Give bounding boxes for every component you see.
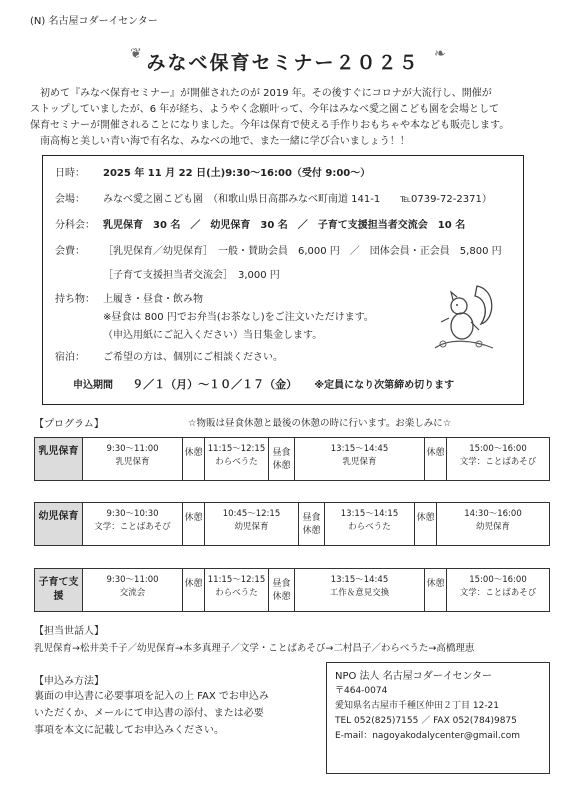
schedule-cell: 9:30～11:00 交流会: [83, 569, 183, 611]
stay-row: [55, 348, 283, 363]
schedule-break: 休憩: [425, 569, 447, 611]
fee-value: ［乳児保育／幼児保育］ 一般・賛助会員 6,000 円 ／ 団体会員・正会員 5,800 円: [103, 246, 502, 257]
period-label: 申込期間: [73, 380, 113, 391]
items-value: 上履き・昼食・飲み物: [103, 294, 203, 305]
page-title: みなべ保育セミナー２０２５: [146, 52, 420, 74]
schedule-break: 休憩: [183, 503, 205, 545]
period-value: ９／１（月）～１０／１７（金）: [132, 378, 298, 391]
organization-header: (N) 名古屋コダーイセンター: [30, 16, 158, 27]
contact-email[interactable]: E-mail：nagoyakodalycenter@gmail.com: [335, 731, 520, 741]
schedule-cell: 15:00～16:00 文学：ことばあそび: [459, 575, 537, 598]
stay-value: ご希望の方は、個別にご相談ください。: [103, 352, 283, 363]
schedule-row-label: 乳児保育: [35, 438, 83, 480]
intro-line: 南高梅と美しい青い海で有名な、みなべの地で、また一緒に学び合いましょう！！: [40, 136, 410, 147]
contact-address: 愛知県名古屋市千種区仲田２丁目 12-21: [335, 701, 500, 711]
apply-line: 裏面の申込書に必要事項を記入の上 FAX でお申込み: [34, 691, 269, 702]
event-info-box: [42, 155, 524, 405]
apply-heading: 【申込み方法】: [34, 676, 104, 687]
leaf-ornament-icon: ❧: [434, 46, 446, 62]
schedule-break: 休憩: [183, 569, 205, 611]
venue-label: 会場：: [55, 194, 85, 205]
schedule-cell: 13:15～14:15 わらべうた: [325, 503, 415, 545]
apply-line: いただくか、メールにて申込書の添付、または必要: [34, 708, 264, 719]
schedule-break: 昼食休憩: [299, 503, 325, 545]
apply-line: 事項を本文に記載してお申込みください。: [34, 725, 224, 736]
intro-line: 初めて『みなべ保育セミナー』が開催されたのが 2019 年。その後すぐにコロナが大流行し、開催が: [40, 88, 492, 99]
intro-text: [30, 86, 550, 150]
schedule-cell: 11:15～12:15 わらべうた: [205, 438, 269, 480]
schedule-row-child: [34, 502, 550, 546]
schedule-cell: 13:15～14:45 乳児保育: [295, 438, 425, 480]
items-label: 持ち物：: [55, 294, 95, 305]
schedule-row-infant: [34, 437, 550, 481]
schedule-cell: 15:00～16:00 文学：ことばあそび: [459, 444, 537, 467]
schedule-cell: 9:30～11:00 乳児保育: [83, 438, 183, 480]
schedule-break: 昼食休憩: [269, 438, 295, 480]
lunch-note: （申込用紙にご記入ください）当日集金します。: [103, 330, 323, 341]
schedule-row-label: 幼児保育: [35, 503, 83, 545]
contact-zip: 〒464-0074: [335, 686, 388, 696]
session-value: 乳児保育 30 名 ／ 幼児保育 30 名 ／ 子育て支援担当者交流会 10 名: [103, 220, 466, 231]
period-note: ※定員になり次第締め切ります: [314, 380, 455, 391]
session-label: 分科会：: [55, 220, 95, 231]
contact-box: [326, 662, 550, 774]
date-row: [55, 164, 370, 179]
intro-line: ストップしていましたが、6 年が経ち、ようやく念願叶って、今年はみなべ愛之園こども園を会場として: [30, 104, 500, 115]
lunch-note: ※昼食は 800 円でお弁当(お茶なし)をご注文いただけます。: [103, 312, 374, 323]
schedule-cell: 10:45～12:15 幼児保育: [205, 503, 299, 545]
venue-value: みなべ愛之園こども園 （和歌山県日高郡みなべ町南道 141-1 ℡0739-72-2371）: [103, 194, 492, 205]
staff-heading: 【担当世話人】: [34, 626, 104, 637]
session-row: [55, 216, 465, 231]
program-note: ☆物販は昼食休憩と最後の休憩の時に行います。お楽しみに☆: [188, 418, 452, 429]
schedule-break: 昼食休憩: [269, 569, 295, 611]
date-value: 2025 年 11 月 22 日(土)9:30～16:00（受付 9:00～）: [103, 168, 371, 179]
leaf-ornament-icon: ❦: [130, 46, 142, 62]
fee-row: [55, 242, 502, 257]
period-row: [73, 376, 454, 392]
schedule-cell: 14:30～16:00 幼児保育: [464, 509, 522, 532]
fee-value-2: ［子育て支援担当者交流会］ 3,000 円: [103, 270, 280, 281]
schedule-cell: 13:15～14:45 工作＆意見交換: [295, 569, 425, 611]
intro-line: 保育セミナーが開催されることになりました。今年は保育で使える手作りおもちゃや本なども販売します。: [30, 120, 510, 131]
stay-label: 宿泊：: [55, 352, 85, 363]
contact-name: NPO 法人 名古屋コダーイセンター: [335, 671, 493, 682]
schedule-cell: 11:15～12:15 わらべうた: [205, 569, 269, 611]
schedule-break: 休憩: [415, 503, 437, 545]
venue-row: [55, 190, 492, 205]
schedule-row-label: 子育て支援: [35, 569, 83, 611]
schedule-row-support: [34, 568, 550, 612]
items-row: [55, 290, 203, 305]
contact-phone: TEL 052(825)7155 ／ FAX 052(784)9875: [335, 716, 517, 726]
program-heading: 【プログラム】: [34, 419, 104, 430]
schedule-break: 休憩: [183, 438, 205, 480]
date-label: 日時：: [55, 168, 85, 179]
squirrel-illustration: [429, 276, 499, 356]
schedule-cell: 9:30～10:30 文学：ことばあそび: [83, 503, 183, 545]
staff-list: 乳児保育→松井美千子／幼児保育→本多真理子／文学・ことばあそび→二村昌子／わらべうた→高橋理恵: [34, 643, 475, 654]
schedule-break: 休憩: [425, 438, 447, 480]
fee-label: 会費：: [55, 246, 85, 257]
apply-text: [34, 688, 314, 739]
